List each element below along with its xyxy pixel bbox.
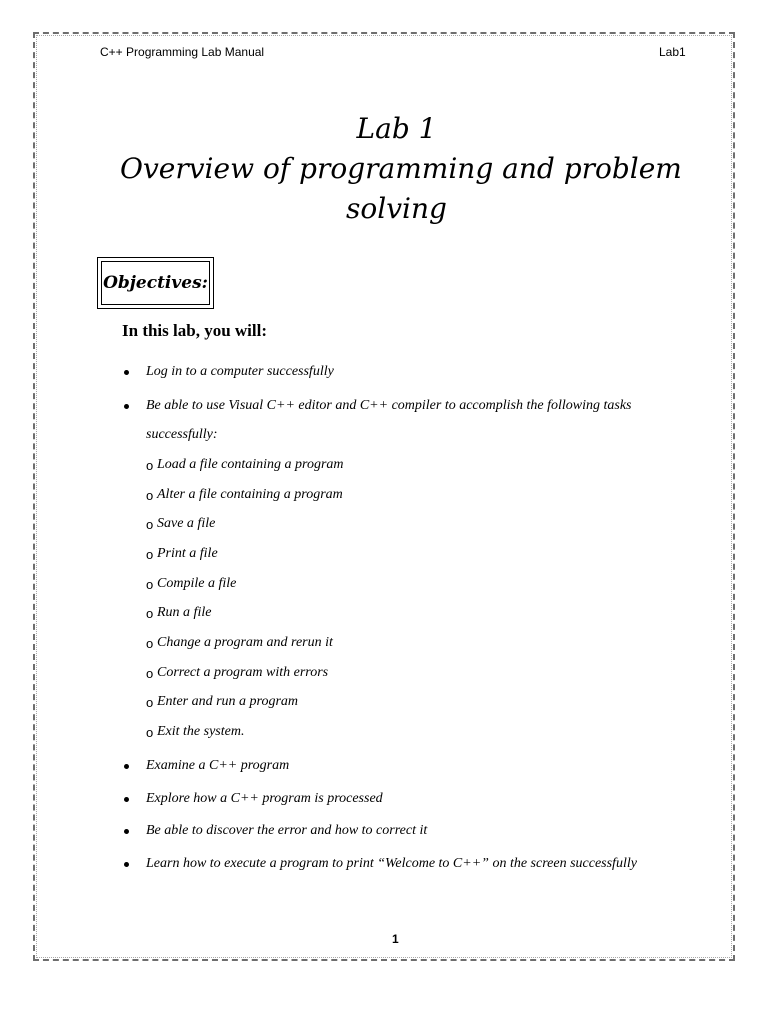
sub-item: Change a program and rerun it: [157, 635, 333, 650]
sub-item: Run a file: [157, 605, 212, 620]
sub-bullet-icon: o: [146, 636, 154, 651]
running-header-lab: Lab1: [659, 45, 686, 59]
bullet-icon: [124, 404, 129, 409]
sub-bullet-icon: o: [146, 547, 154, 562]
page-title-line3: solving: [346, 192, 447, 225]
sub-bullet-icon: o: [146, 725, 154, 740]
sub-bullet-icon: o: [146, 488, 154, 503]
sub-bullet-icon: o: [146, 458, 154, 473]
sub-bullet-icon: o: [146, 666, 154, 681]
sub-item: Correct a program with errors: [157, 665, 329, 680]
sub-item: Print a file: [157, 546, 218, 561]
sub-bullet-icon: o: [146, 606, 154, 621]
running-header-title: C++ Programming Lab Manual: [100, 45, 265, 59]
sub-bullet-icon: o: [146, 695, 154, 710]
bullet-icon: [124, 797, 129, 802]
sub-item: Save a file: [157, 516, 216, 531]
objective-item: Log in to a computer successfully: [146, 364, 334, 379]
page-title-line1: Lab 1: [356, 112, 437, 145]
objective-item-continuation: successfully:: [146, 427, 218, 442]
sub-item: Enter and run a program: [157, 694, 299, 709]
objectives-box: [97, 257, 214, 309]
objective-item: Be able to discover the error and how to correct it: [146, 823, 428, 838]
sub-item: Alter a file containing a program: [157, 487, 343, 502]
sub-item: Compile a file: [157, 576, 237, 591]
sub-bullet-icon: o: [146, 517, 154, 532]
page-title-line2: Overview of programming and problem: [120, 152, 682, 185]
objective-item: Examine a C++ program: [146, 758, 290, 773]
objectives-heading: Objectives:: [101, 261, 210, 305]
sub-item: Load a file containing a program: [157, 457, 344, 472]
objective-item: Explore how a C++ program is processed: [146, 791, 383, 806]
sub-bullet-icon: o: [146, 577, 154, 592]
intro-text: In this lab, you will:: [122, 321, 268, 340]
page-number: 1: [392, 932, 399, 946]
objective-item: Be able to use Visual C++ editor and C++ compiler to accomplish the following tasks: [146, 398, 632, 413]
bullet-icon: [124, 829, 129, 834]
sub-item: Exit the system.: [157, 724, 245, 739]
bullet-icon: [124, 862, 129, 867]
bullet-icon: [124, 370, 129, 375]
objective-item: Learn how to execute a program to print “Welcome to C++” on the screen successfully: [146, 856, 637, 871]
bullet-icon: [124, 764, 129, 769]
